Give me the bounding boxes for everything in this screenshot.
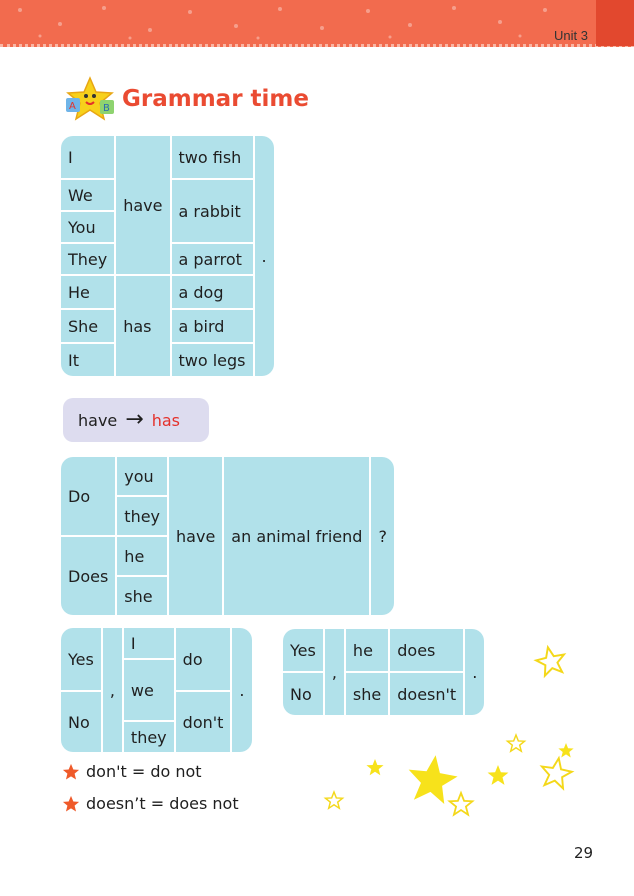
yes-cell: Yes — [61, 628, 101, 690]
pronoun-cell: he — [346, 629, 388, 671]
object-cell: an animal friend — [224, 457, 369, 615]
doesnt-cell: doesn't — [390, 673, 463, 715]
object-cell: a parrot — [172, 244, 253, 274]
outline-star-icon — [325, 792, 342, 808]
svg-text:B: B — [103, 103, 110, 114]
no-cell: No — [61, 692, 101, 752]
pronoun-cell: they — [124, 722, 174, 752]
pronoun-cell: he — [117, 537, 167, 575]
question-mark-cell: ? — [371, 457, 394, 615]
top-banner — [0, 0, 634, 47]
comma-cell: , — [325, 629, 344, 715]
auxiliary-cell: Does — [61, 537, 115, 615]
arrow-right-icon: → — [125, 407, 144, 432]
full-stop-cell: . — [232, 628, 251, 752]
banner-star-pattern — [0, 0, 634, 44]
subject-cell: He — [61, 276, 114, 308]
page-title: Grammar time — [122, 86, 309, 112]
verb-cell: have — [169, 457, 222, 615]
verb-cell: has — [116, 276, 169, 376]
object-cell: two legs — [172, 344, 253, 376]
pronoun-cell: you — [117, 457, 167, 495]
does-cell: does — [390, 629, 463, 671]
auxiliary-cell: Do — [61, 457, 115, 535]
note-doesnt — [62, 794, 239, 813]
short-answer-do-table — [59, 626, 254, 754]
pronoun-cell: they — [117, 497, 167, 535]
outline-star-icon — [507, 735, 524, 751]
section-heading — [64, 76, 309, 122]
object-cell: two fish — [172, 136, 253, 178]
have-word: have — [78, 410, 118, 430]
subject-cell: It — [61, 344, 114, 376]
have-has-table — [59, 134, 276, 378]
do-cell: do — [176, 628, 231, 690]
big-star-icon — [405, 752, 460, 805]
banner-tab — [596, 0, 634, 46]
subject-cell: They — [61, 244, 114, 274]
question-table — [59, 455, 396, 617]
subject-cell: You — [61, 212, 114, 242]
dont-cell: don't — [176, 692, 231, 752]
pronoun-cell: I — [124, 628, 174, 658]
star-icon — [558, 743, 573, 757]
unit-label: Unit 3 — [554, 28, 588, 43]
orange-star-icon — [62, 763, 80, 781]
no-cell: No — [283, 673, 323, 715]
object-cell: a rabbit — [172, 180, 253, 242]
star-icon — [366, 759, 383, 775]
verb-cell: have — [116, 136, 169, 274]
star-icon — [488, 765, 509, 785]
page-number: 29 — [574, 844, 594, 862]
svg-text:A: A — [69, 101, 76, 112]
object-cell: a bird — [172, 310, 253, 342]
note-text: doesn’t = does not — [86, 794, 239, 813]
full-stop-cell: . — [255, 136, 274, 376]
subject-cell: I — [61, 136, 114, 178]
star-blocks-logo-icon — [64, 76, 116, 122]
outline-star-icon — [450, 793, 473, 815]
subject-cell: She — [61, 310, 114, 342]
object-cell: a dog — [172, 276, 253, 308]
have-has-transform — [63, 398, 209, 442]
note-text: don't = do not — [86, 762, 202, 781]
subject-cell: We — [61, 180, 114, 210]
pronoun-cell: we — [124, 660, 174, 720]
full-stop-cell: . — [465, 629, 484, 715]
note-dont — [62, 762, 202, 781]
has-word: has — [151, 410, 180, 430]
orange-star-icon — [62, 795, 80, 813]
yes-cell: Yes — [283, 629, 323, 671]
comma-cell: , — [103, 628, 122, 752]
pronoun-cell: she — [346, 673, 388, 715]
outline-star-icon — [539, 756, 574, 790]
pronoun-cell: she — [117, 577, 167, 615]
short-answer-does-table — [281, 627, 486, 717]
outline-star-icon — [534, 644, 568, 676]
